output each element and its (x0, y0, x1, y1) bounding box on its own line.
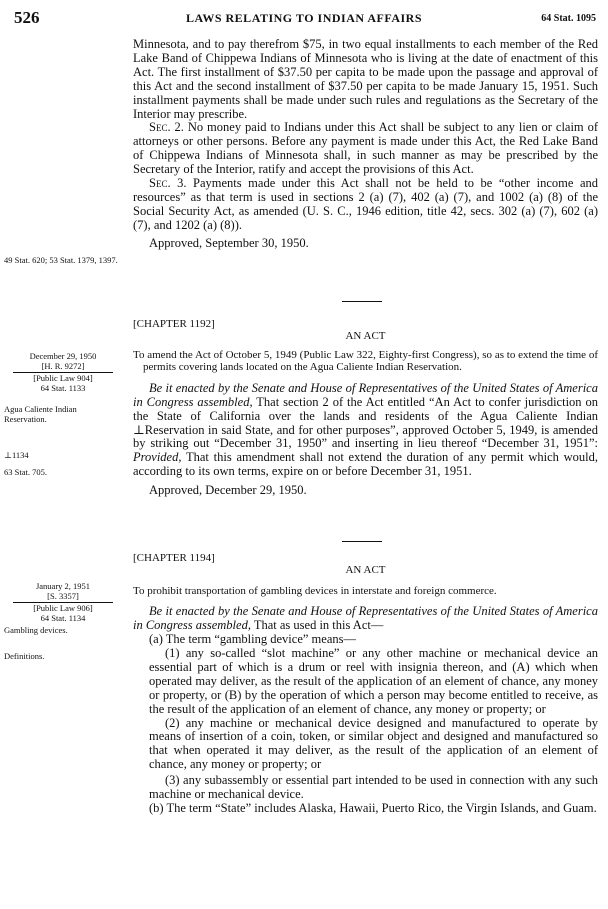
margin-note-jan-2-1951 (4, 582, 122, 623)
section-2-text: No money paid to Indians under this Act shall be subject to any lien or claim of attorneys or other persons. Before any payment is made under this Act, the Red Lake Band of Chippewa Indians of Minnesota shall, in such manner as may be prescribed by the Secretary of the Interior, ratify and accept the provisions of this Act. (133, 120, 599, 177)
margin-public-law: [Public Law 904] (33, 373, 93, 383)
act-title: To prohibit transportation of gambling devices in interstate and foreign commerce. (133, 584, 497, 597)
margin-bill: [S. 3357] (47, 590, 79, 601)
running-title: LAWS RELATING TO INDIAN AFFAIRS (186, 11, 422, 25)
enacting-body: That as used in this Act— (250, 618, 384, 633)
margin-public-law: [Public Law 906] (33, 603, 93, 613)
chapter-1194 (133, 552, 598, 816)
approved-1950-12: Approved, December 29, 1950. (149, 483, 307, 498)
margin-stat: 64 Stat. 1134 (40, 612, 86, 623)
an-act-heading: AN ACT (345, 563, 386, 576)
margin-note-page-mark: ⊥1134 (4, 450, 29, 460)
section-2 (133, 121, 598, 177)
main-text-block-1 (133, 38, 598, 251)
enacting-body-2: That this amendment shall not extend the duration of any permit which would, according to its own terms, expire on or before December 31, 1951. (133, 450, 598, 479)
statute-reference: 64 Stat. 1095 (541, 13, 596, 24)
margin-note-63-stat: 63 Stat. 705. (4, 467, 47, 477)
definition-a1: (1) any so-called “slot machine” or any other machine or mechanical device an essential part of which is a drum or reel with insignia thereon, and (A) which when operated may deliver, as the result of the application of an element of chance, any money or property, or (B) by the operation of which a person may become entitled to receive, as the result of the application of an element of chance, any money or property; or (149, 646, 598, 716)
section-2-label: Sec. 2. (149, 120, 184, 135)
page-header (0, 8, 608, 30)
margin-note-gambling-devices: Gambling devices. (4, 625, 68, 635)
margin-stat: 64 Stat. 1133 (40, 382, 86, 393)
margin-date: December 29, 1950 (29, 351, 97, 361)
definition-a2: (2) any machine or mechanical device designed and manufactured to operate by means of insertion of a coin, token, or similar object and designed and manufactured so that when operated it may deliver, as the result of the application of an element of chance, any money or property; or (149, 715, 598, 772)
margin-note-dec-29-1950 (4, 352, 122, 393)
separator-rule (342, 301, 382, 302)
definition-a3: (3) any subassembly or essential part intended to be used in connection with any such machine or mechanical device. (149, 773, 598, 802)
approved-1950-09: Approved, September 30, 1950. (149, 235, 309, 250)
enacting-italic: Be it enacted by the Senate and House of Representatives of the United States of America in Congress assembled, (133, 604, 598, 633)
provided-word: Provided, (133, 450, 182, 465)
enacting-clause (133, 605, 598, 633)
margin-note-definitions: Definitions. (4, 651, 45, 661)
margin-note-stat-620: 49 Stat. 620; 53 Stat. 1379, 1397. (4, 255, 118, 265)
separator-rule (342, 541, 382, 542)
act-title: To amend the Act of October 5, 1949 (Public Law 322, Eighty-first Congress), so as to extend the time of permits covering lands located on the Agua Caliente Indian Reservation. (133, 348, 598, 374)
an-act-heading: AN ACT (345, 329, 386, 342)
margin-bill: [H. R. 9272] (41, 360, 85, 371)
paragraph-installments: Minnesota, and to pay therefrom $75, in two equal installments to each member of the Red Lake Band of Chippewa Indians of Minnesota who is living at the date of enactment of this Act. The first installment of $37.50 per capita to be made upon the passage and approval of this Act and the second installment of $37.50 per capita to be made January 15, 1951. Such installment payments shall be made under such rules and regulations as the Secretary of the Interior may prescribe. (133, 37, 598, 121)
definition-a: (a) The term “gambling device” means— (149, 632, 356, 647)
section-3-label: Sec. 3. (149, 176, 187, 191)
definition-b: (b) The term “State” includes Alaska, Hawaii, Puerto Rico, the Virgin Islands, and Guam. (149, 801, 597, 815)
enacting-body-1: That section 2 of the Act entitled “An Act to confer jurisdiction on the State of California over the lands and residents of the Agua Caliente Indian ⊥Reservation in said State, and for other purposes”, approved October 5, 1949, is amended by striking out “December 31, 1950” and inserting in lieu thereof “December 31, 1951”: (133, 394, 598, 451)
margin-date: January 2, 1951 (35, 581, 91, 591)
enacting-clause (133, 382, 598, 479)
margin-note-agua-caliente: Agua Caliente Indian Reservation. (4, 404, 77, 424)
section-3-text: Payments made under this Act shall not be held to be “other income and resources” as that term is used in sections 2 (a) (7), 402 (a) (7), and 1002 (a) (8) of the Social Security Act, as amended (U. S. C., 1946 edition, title 42, secs. 302 (a) (7), 602 (a) (7), and 1202 (a) (8)). (133, 176, 599, 232)
chapter-heading: [CHAPTER 1192] (133, 318, 215, 330)
page-number: 526 (14, 8, 40, 27)
chapter-heading: [CHAPTER 1194] (133, 552, 215, 564)
enacting-italic: Be it enacted by the Senate and House of Representatives of the United States of America in Congress assembled, (133, 380, 598, 409)
chapter-1192 (133, 318, 598, 498)
section-3 (133, 177, 598, 233)
